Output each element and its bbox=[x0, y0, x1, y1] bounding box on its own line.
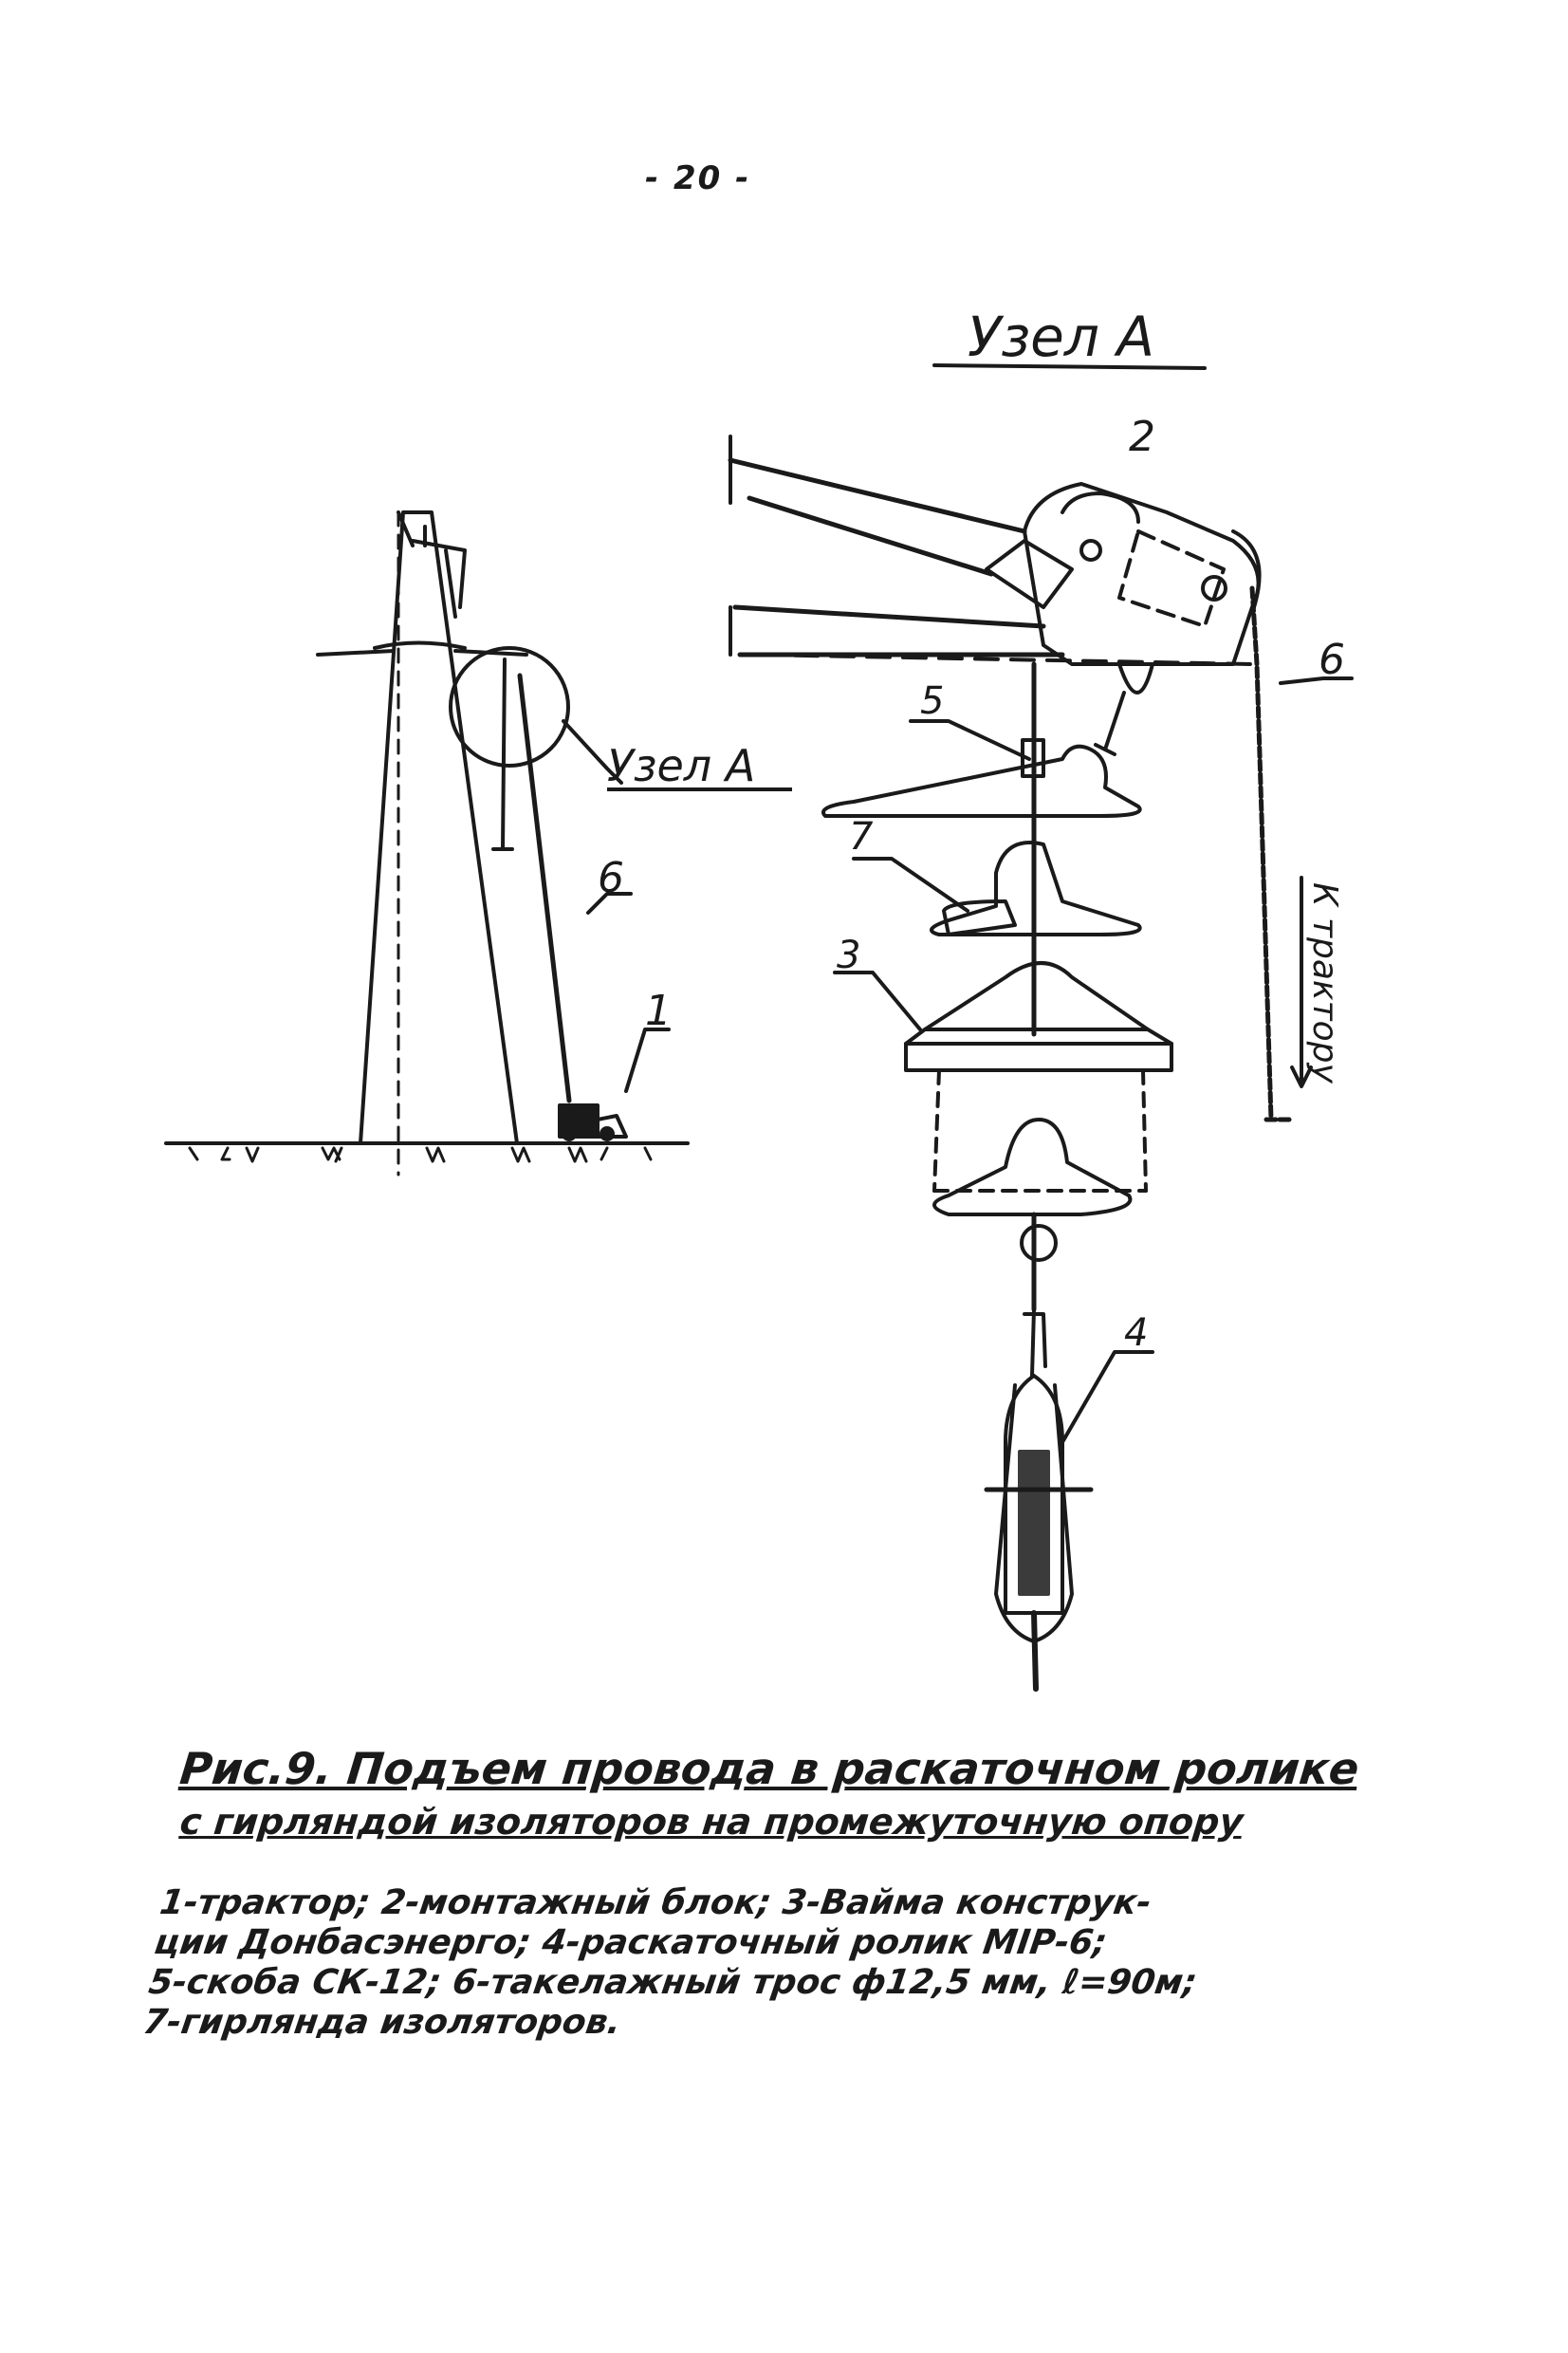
caption-title: Рис.9. Подъем провода в раскаточном ролике bbox=[177, 1743, 1362, 1794]
tractor-icon bbox=[560, 1105, 626, 1139]
node-a-circle bbox=[451, 648, 568, 766]
figure-caption bbox=[177, 1741, 1423, 1847]
stringing-roller-4 bbox=[987, 1309, 1153, 1689]
yoke-plate-3 bbox=[835, 963, 1171, 1070]
label-6-left: 6 bbox=[598, 854, 624, 902]
node-a-detail bbox=[730, 365, 1352, 1689]
legend bbox=[140, 1883, 1396, 2043]
legend-line: 7-гирлянда изоляторов. bbox=[140, 2003, 624, 2042]
label-3: 3 bbox=[837, 934, 861, 977]
crossarm-upper-beam bbox=[730, 460, 1024, 574]
label-4: 4 bbox=[1124, 1311, 1149, 1355]
page-number: - 20 - bbox=[645, 159, 751, 197]
label-1: 1 bbox=[645, 987, 672, 1035]
label-2: 2 bbox=[1129, 413, 1155, 461]
legend-line: ции Донбасэнерго; 4-раскаточный ролик МIР-6; bbox=[152, 1923, 1110, 1962]
rope-6-overview bbox=[520, 676, 569, 1101]
label-5: 5 bbox=[920, 679, 945, 723]
rope-6-detail bbox=[1252, 588, 1292, 1120]
tower-overview bbox=[166, 512, 688, 1175]
ground-hatching bbox=[190, 1148, 651, 1161]
label-6-right: 6 bbox=[1319, 636, 1345, 684]
node-callout-label: Узел А bbox=[607, 740, 756, 791]
to-tractor-label: К трактору bbox=[1305, 882, 1344, 1084]
legend-line: 5-скоба СК-12; 6-такелажный трос ф12,5 мм, ℓ=90м; bbox=[146, 1963, 1200, 2002]
label-7: 7 bbox=[849, 815, 874, 859]
crossarm-lower-beam bbox=[735, 607, 1062, 655]
tower-body bbox=[360, 512, 517, 1143]
caption-subtitle: с гирляндой изоляторов на промежуточную опору bbox=[177, 1801, 1245, 1843]
node-title-label: Узел А bbox=[968, 305, 1155, 369]
hook-icon bbox=[1096, 693, 1124, 754]
legend-line: 1-трактор; 2-монтажный блок; 3-Вайма конструк- bbox=[157, 1883, 1154, 1922]
